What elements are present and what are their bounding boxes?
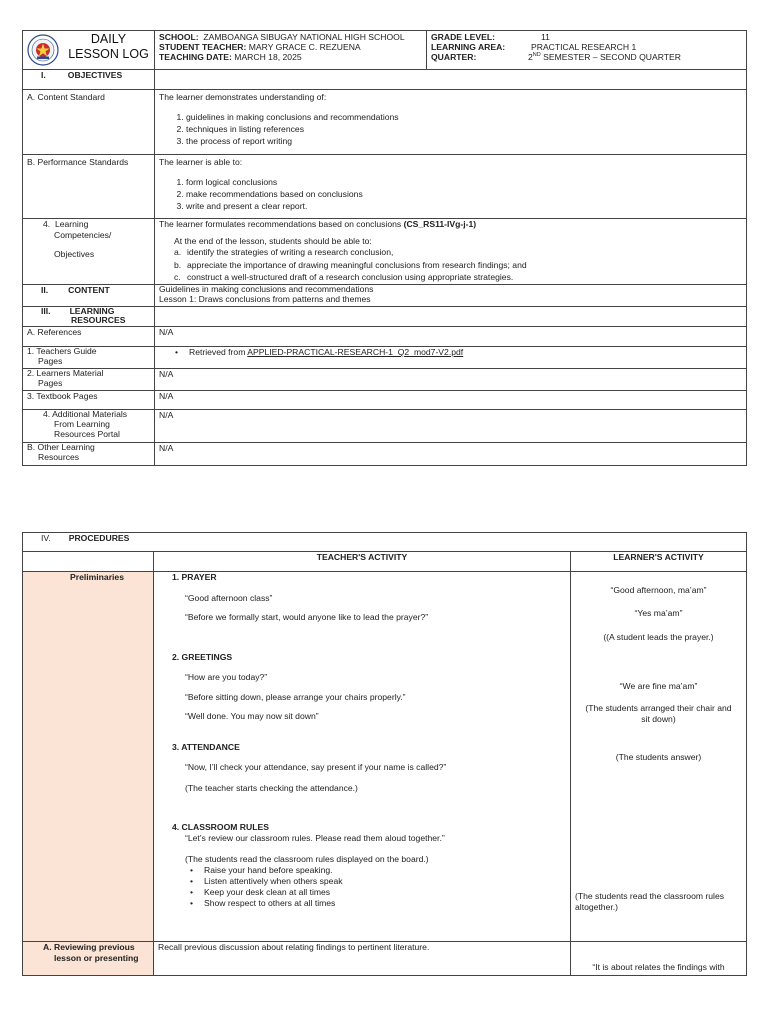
lesson-log-table: [22, 30, 747, 466]
rules-list: [172, 865, 566, 910]
teacher-value: MARY GRACE C. REZUENA: [248, 42, 361, 53]
additional-materials-row: [23, 410, 747, 443]
grade-label: GRADE LEVEL:: [431, 32, 495, 42]
grade-info-cell: [427, 31, 747, 70]
learners-material-value: N/A: [155, 369, 747, 391]
att-line-1: “Now, I’ll check your attendance, say present if your name is called?”: [185, 761, 447, 772]
title-line-2: LESSON LOG: [68, 47, 149, 61]
teachers-guide-label: 1. Teachers Guide Pages: [23, 347, 155, 369]
school-value: ZAMBOANGA SIBUGAY NATIONAL HIGH SCHOOL: [203, 32, 405, 42]
quarter-value: SEMESTER – SECOND QUARTER: [543, 52, 681, 63]
list-item: • Show respect to others at all times: [190, 898, 336, 909]
tg-prefix: Retrieved from: [189, 347, 248, 357]
grade-value: 11: [541, 32, 550, 42]
header-row: [23, 31, 747, 70]
procedures-heading-row: [23, 533, 747, 552]
greet-line-1: “How are you today?”: [185, 671, 268, 682]
content-standard-row: [23, 90, 747, 155]
performance-standards-cell: [155, 155, 747, 219]
performance-list: [159, 176, 742, 212]
review-row: [23, 942, 747, 976]
content-heading: II. CONTENT: [23, 285, 155, 307]
list-item: 1. guidelines in making conclusions and recommendations: [186, 111, 742, 123]
preliminaries-teacher-cell: [154, 572, 571, 942]
greet-line-3: “Well done. You may now sit down”: [185, 711, 319, 722]
content-line-1: Guidelines in making conclusions and recommendations: [159, 284, 374, 294]
textbook-row: [23, 391, 747, 410]
procedures-columns-row: [23, 552, 747, 572]
content-standard-label: A. Content Standard: [23, 90, 155, 155]
other-resources-row: [23, 443, 747, 466]
procedures-heading: IV. PROCEDURES: [23, 533, 747, 552]
references-row: [23, 327, 747, 347]
competencies-row: [23, 219, 747, 285]
procedures-table: [22, 532, 747, 976]
references-value: N/A: [155, 327, 747, 347]
area-value: PRACTICAL RESEARCH 1: [531, 42, 637, 53]
tg-link[interactable]: APPLIED-PRACTICAL-RESEARCH-1_Q2_mod7-V2.pdf: [247, 347, 464, 357]
title-line-1: DAILY: [90, 32, 127, 46]
att-line-2: (The teacher starts checking the attendance.): [185, 782, 358, 793]
other-resources-label: B. Other Learning Resources: [23, 443, 155, 466]
learners-material-label: 2. Learners Material Pages: [23, 369, 155, 391]
rules-line-1: “Let’s review our classroom rules. Please read them aloud together.”: [185, 833, 445, 844]
teachers-guide-cell: [155, 347, 747, 369]
review-label: A. Reviewing previous lesson or presenting: [23, 942, 154, 976]
competencies-list: [159, 246, 742, 282]
list-item: • Listen attentively when others speak: [190, 875, 343, 886]
learner-line-5: (The students arranged their chair and sit down): [585, 703, 732, 724]
review-learner: “It is about relates the findings with: [571, 942, 747, 976]
other-resources-value: N/A: [155, 443, 747, 466]
prayer-line-1: “Good afternoon class”: [185, 592, 273, 603]
learner-line-6: (The students answer): [615, 752, 702, 762]
date-value: MARCH 18, 2025: [234, 52, 302, 63]
school-label: SCHOOL:: [159, 32, 199, 42]
objectives-heading: I. OBJECTIVES: [23, 70, 155, 90]
school-info-cell: [155, 31, 427, 70]
list-item: 3. write and present a clear report.: [186, 200, 742, 212]
textbook-label: 3. Textbook Pages: [23, 391, 155, 410]
learner-col-header: LEARNER'S ACTIVITY: [571, 552, 747, 572]
content-cell: [155, 285, 747, 307]
performance-standards-row: [23, 155, 747, 219]
performance-standards-label: B. Performance Standards: [23, 155, 155, 219]
preliminaries-label: Preliminaries: [23, 572, 154, 942]
learner-line-4: “We are fine ma’am”: [619, 681, 698, 691]
content-standard-intro: The learner demonstrates understanding of:: [159, 92, 327, 102]
list-item: c. construct a well-structured draft of a research conclusion using appropriate strategies.: [174, 271, 514, 282]
quarter-num: 2: [528, 52, 533, 63]
content-standard-list: [159, 111, 742, 147]
title-cell: [23, 31, 155, 70]
learner-line-2: “Yes ma’am”: [634, 608, 683, 618]
competencies-intro: At the end of the lesson, students should be able to:: [174, 235, 372, 246]
procedures-col-empty: [23, 552, 154, 572]
list-item: • Raise your hand before speaking.: [190, 864, 333, 875]
objectives-heading-row: [23, 70, 747, 90]
list-item: 1. form logical conclusions: [186, 176, 742, 188]
rules-title: 4. CLASSROOM RULES: [172, 822, 269, 833]
area-label: LEARNING AREA:: [431, 42, 506, 53]
list-item: 2. techniques in listing references: [186, 123, 742, 135]
learner-line-1: “Good afternoon, ma’am”: [610, 585, 707, 595]
objectives-heading-empty: [155, 70, 747, 90]
quarter-label: QUARTER:: [431, 52, 477, 63]
textbook-value: N/A: [155, 391, 747, 410]
list-item: • Keep your desk clean at all times: [190, 886, 331, 897]
list-item: a. identify the strategies of writing a research conclusion,: [174, 247, 394, 258]
quarter-sup: ND: [532, 52, 541, 59]
review-text: Recall previous discussion about relating findings to pertinent literature.: [154, 942, 571, 976]
teachers-guide-row: [23, 347, 747, 369]
resources-heading-row: [23, 307, 747, 327]
content-standard-cell: [155, 90, 747, 155]
additional-materials-value: N/A: [155, 410, 747, 443]
rules-line-2: (The students read the classroom rules displayed on the board.): [185, 853, 429, 864]
content-line-2: Lesson 1: Draws conclusions from patterns and themes: [159, 293, 371, 304]
competencies-label: 4. Learning Competencies/ Objectives: [23, 219, 155, 285]
list-item: 2. make recommendations based on conclusions: [186, 188, 742, 200]
greetings-title: 2. GREETINGS: [172, 652, 233, 663]
learner-line-7: (The students read the classroom rules altogether.): [575, 891, 725, 912]
performance-intro: The learner is able to:: [159, 157, 243, 167]
resources-heading: III. LEARNING RESOURCES: [23, 307, 155, 327]
competencies-cell: [155, 219, 747, 285]
date-label: TEACHING DATE:: [159, 52, 232, 63]
greet-line-2: “Before sitting down, please arrange your chairs properly.”: [185, 691, 406, 702]
competencies-code: (CS_RS11-IVg-j-1): [403, 219, 477, 229]
teacher-col-header: TEACHER'S ACTIVITY: [154, 552, 571, 572]
list-item: 3. the process of report writing: [186, 135, 742, 147]
preliminaries-row: [23, 572, 747, 942]
teacher-label: STUDENT TEACHER:: [159, 42, 247, 53]
content-row: [23, 285, 747, 307]
deped-seal-icon: [27, 34, 59, 66]
competencies-text: The learner formulates recommendations based on conclusions: [159, 219, 404, 229]
learner-line-3: ((A student leads the prayer.): [603, 632, 714, 642]
prayer-line-2: “Before we formally start, would anyone like to lead the prayer?”: [185, 612, 429, 623]
learners-material-row: [23, 369, 747, 391]
references-label: A. References: [23, 327, 155, 347]
list-item: b. appreciate the importance of drawing meaningful conclusions from research findings; and: [174, 259, 527, 270]
attendance-title: 3. ATTENDANCE: [172, 742, 240, 753]
resources-heading-empty: [155, 307, 747, 327]
prayer-title: 1. PRAYER: [172, 572, 217, 582]
additional-materials-label: 4. Additional Materials From Learning Resources Portal: [23, 410, 155, 443]
bullet-icon: •: [175, 347, 179, 357]
preliminaries-learner-cell: [571, 572, 747, 942]
